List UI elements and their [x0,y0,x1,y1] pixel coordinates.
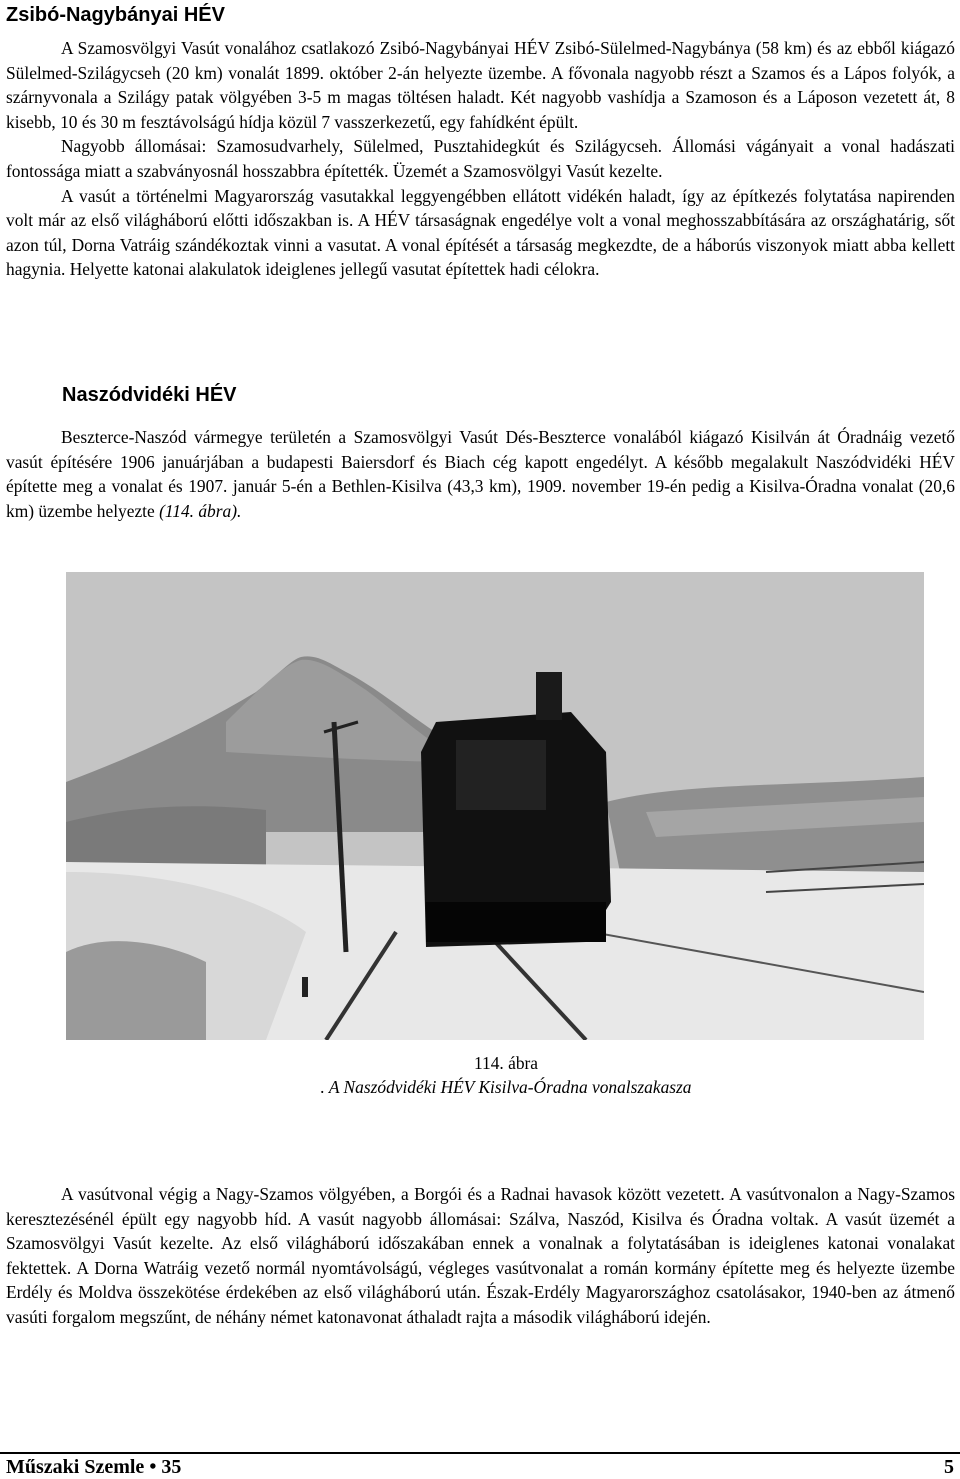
section-title-naszod: Naszódvidéki HÉV [62,384,237,406]
page-number: 5 [944,1456,954,1478]
paragraph [6,425,955,523]
figure-caption: . A Naszódvidéki HÉV Kisilva-Óradna vonalszakasza [320,1077,692,1097]
figure-number: 114. ábra [473,1053,539,1073]
section-title-zsibo: Zsibó-Nagybányai HÉV [6,4,225,26]
paragraph: A vasútvonal végig a Nagy-Szamos völgyében, a Borgói és a Radnai havasok között vezetett. A vasútvonalon a Nagy-Szamos keresztezésénél épült egy nagyobb híd. A vasút nagyobb állomásai: Szálva, Naszód, Kisilva és Óradna voltak. A vasút üzemét a Szamosvölgyi Vasút kezelte. Az első világháború időszakában ennek a vonalnak a folytatásában is ideiglenes katonai vonalakat fektettek. A Dorna Watráig vezető normál nyomtávolságú, végleges vasútvonalat a román kormány építette meg és helyezte üzembe Erdély és Moldva összekötése érdekében az első világháború után. Észak-Erdély Magyarországhoz csatolásakor, 1940-ben az átmenő vasúti forgalom megszűnt, de néhány német katonavonat áthaladt rajta a második világháború idején. [6,1184,955,1327]
train-photo-illustration [66,572,924,1040]
paragraph: A Szamosvölgyi Vasút vonalához csatlakozó Zsibó-Nagybányai HÉV Zsibó-Sülelmed-Nagybánya (58 km) és az ebből kiágazó Sülelmed-Szilágycseh (20 km) vonalát 1899. október 2-án helyezte üzembe. A fővonala nagyobb részt a Szamos és a Lápos folyók, a szárnyvonala a Szilágy patak völgyében 3-5 m magas töltésen haladt. Két nagyobb vashídja a Szamoson és a Láposon vezetett át, 8 kisebb, 10 és 30 m fesztávolságú hídja közül 7 vasszerkezetű, egy fahídként épült. [6,38,955,132]
paragraph: Nagyobb állomásai: Szamosudvarhely, Sülelmed, Pusztahidegkút és Szilágycseh. Állomási vágányait a vonal hadászati fontossága miatt a szabványosnál hosszabbra építették. Üzemét a Szamosvölgyi Vasút kezelte. [6,136,955,181]
issue-number: 35 [161,1456,182,1478]
section-body-zsibo [6,36,955,282]
footer-divider [0,1452,960,1454]
train-photo [66,572,924,1040]
section-body-continued [6,1182,955,1330]
section-body-naszod [6,425,955,523]
paragraph: A vasút a történelmi Magyarország vasutakkal leggyengébben ellátott vidékén haladt, így az építkezés folytatása napirenden volt már az első világháború előtti időszakban is. A HÉV társaságnak engedélye volt a vonal meghosszabbítására az országhatárig, sőt azon túl, Dorna Vatráig szándékoztak vinni a vasutat. A vonal építését a társaság megkezdte, de a háborús viszonyok miatt abba kellett hagynia. Helyette katonai alakulatok ideiglenes jellegű vasutat építettek hadi célokra. [6,185,955,280]
journal-title: Műszaki Szemle [6,1456,145,1478]
figure-reference: (114. ábra). [159,500,242,521]
footer-journal [6,1456,181,1479]
paragraph-text: Beszterce-Naszód vármegye területén a Szamosvölgyi Vasút Dés-Beszterce vonalából kiágazó Kisilván át Óradnáig vezető vasút építésére 1906 januárjában a budapesti Baiersdorf és Biach cég kapott engedélyt. A később megalakult Naszódvidéki HÉV építette meg a vonalat és 1907. január 5-én a Bethlen-Kisilva (43,3 km), 1909. november 19-én pedig a Kisilva-Óradna vonalat (20,6 km) üzembe helyezte [6,427,955,521]
bullet-separator: • [149,1456,157,1478]
